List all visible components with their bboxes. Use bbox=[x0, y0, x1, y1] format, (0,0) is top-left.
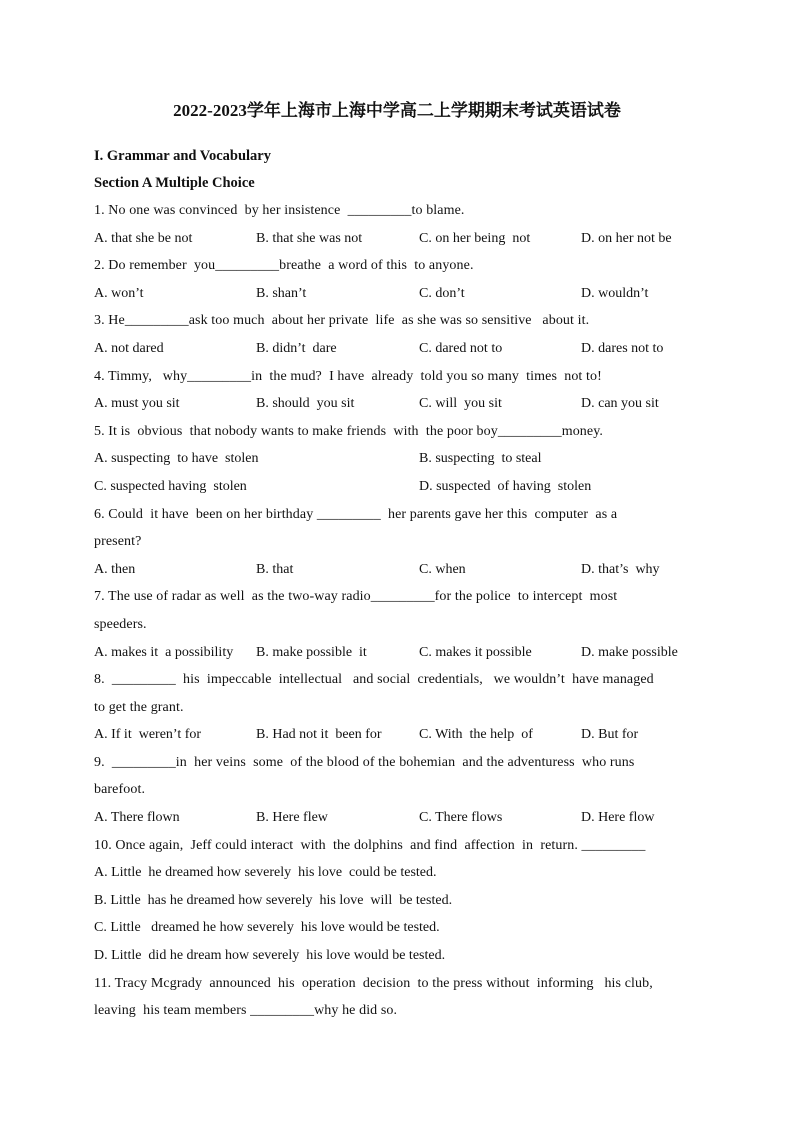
question-7-option-d: D. make possible bbox=[581, 645, 678, 660]
question-3-option-a: A. not dared bbox=[94, 341, 164, 356]
question-11-stem-line-2: leaving his team members _________why he did so. bbox=[94, 1003, 398, 1018]
question-8-option-b: B. Had not it been for bbox=[256, 727, 382, 742]
question-9-option-d: D. Here flow bbox=[581, 810, 655, 825]
question-3-option-c: C. dared not to bbox=[419, 341, 503, 356]
question-8-stem-line-2: to get the grant. bbox=[94, 700, 184, 715]
question-3-option-b: B. didn’t dare bbox=[256, 341, 337, 356]
question-5-option-d: D. suspected of having stolen bbox=[419, 479, 592, 494]
question-6-stem-line-2: present? bbox=[94, 534, 142, 549]
question-6-option-d: D. that’s why bbox=[581, 562, 660, 577]
question-7-option-a: A. makes it a possibility bbox=[94, 645, 234, 660]
question-1-option-b: B. that she was not bbox=[256, 231, 363, 246]
question-8-option-a: A. If it weren’t for bbox=[94, 727, 202, 742]
question-6-option-a: A. then bbox=[94, 562, 136, 577]
question-8-option-d: D. But for bbox=[581, 727, 639, 742]
question-4-stem: 4. Timmy, why_________in the mud? I have already told you so many times not to! bbox=[94, 369, 602, 384]
question-3-stem: 3. He_________ask too much about her private life as she was so sensitive about it. bbox=[94, 313, 590, 328]
question-4-option-c: C. will you sit bbox=[419, 396, 502, 411]
question-10-option-b: B. Little has he dreamed how severely his love will be tested. bbox=[94, 893, 453, 908]
question-11-stem-line-1: 11. Tracy Mcgrady announced his operation decision to the press without informing his club, bbox=[94, 976, 653, 991]
question-2-option-b: B. shan’t bbox=[256, 286, 307, 301]
question-9-option-a: A. There flown bbox=[94, 810, 180, 825]
question-3-option-d: D. dares not to bbox=[581, 341, 664, 356]
question-7-option-b: B. make possible it bbox=[256, 645, 367, 660]
page-title: 2022-2023学年上海市上海中学高二上学期期末考试英语试卷 bbox=[173, 101, 621, 120]
question-8-option-c: C. With the help of bbox=[419, 727, 533, 742]
part-heading: I. Grammar and Vocabulary bbox=[94, 148, 271, 164]
question-9-stem-line-2: barefoot. bbox=[94, 782, 146, 797]
question-4-option-d: D. can you sit bbox=[581, 396, 659, 411]
question-9-option-b: B. Here flew bbox=[256, 810, 328, 825]
question-2-option-a: A. won’t bbox=[94, 286, 144, 301]
question-7-stem-line-1: 7. The use of radar as well as the two-way radio_________for the police to intercept most bbox=[94, 589, 618, 604]
question-2-option-d: D. wouldn’t bbox=[581, 286, 649, 301]
question-4-option-b: B. should you sit bbox=[256, 396, 355, 411]
question-7-stem-line-2: speeders. bbox=[94, 617, 147, 632]
question-10-stem: 10. Once again, Jeff could interact with the dolphins and find affection in return. _________ bbox=[94, 838, 646, 853]
question-2-option-c: C. don’t bbox=[419, 286, 465, 301]
question-6-stem-line-1: 6. Could it have been on her birthday _________ her parents gave her this computer as a bbox=[94, 507, 618, 522]
question-8-stem-line-1: 8. _________ his impeccable intellectual and social credentials, we wouldn’t have managed bbox=[94, 672, 654, 687]
question-10-option-d: D. Little did he dream how severely his love would be tested. bbox=[94, 948, 446, 963]
question-5-option-b: B. suspecting to steal bbox=[419, 451, 542, 466]
question-7-option-c: C. makes it possible bbox=[419, 645, 532, 660]
question-9-stem-line-1: 9. _________in her veins some of the blood of the bohemian and the adventuress who runs bbox=[94, 755, 635, 770]
question-1-option-a: A. that she be not bbox=[94, 231, 193, 246]
question-5-option-c: C. suspected having stolen bbox=[94, 479, 247, 494]
question-9-option-c: C. There flows bbox=[419, 810, 503, 825]
section-heading: Section A Multiple Choice bbox=[94, 175, 255, 191]
question-10-option-c: C. Little dreamed he how severely his love would be tested. bbox=[94, 920, 440, 935]
question-1-option-d: D. on her not be bbox=[581, 231, 672, 246]
question-5-stem: 5. It is obvious that nobody wants to make friends with the poor boy_________money. bbox=[94, 424, 604, 439]
question-1-stem: 1. No one was convinced by her insistence _________to blame. bbox=[94, 203, 465, 218]
question-6-option-b: B. that bbox=[256, 562, 294, 577]
question-4-option-a: A. must you sit bbox=[94, 396, 180, 411]
question-5-option-a: A. suspecting to have stolen bbox=[94, 451, 259, 466]
question-6-option-c: C. when bbox=[419, 562, 466, 577]
question-1-option-c: C. on her being not bbox=[419, 231, 531, 246]
question-10-option-a: A. Little he dreamed how severely his love could be tested. bbox=[94, 865, 437, 880]
question-2-stem: 2. Do remember you_________breathe a word of this to anyone. bbox=[94, 258, 474, 273]
